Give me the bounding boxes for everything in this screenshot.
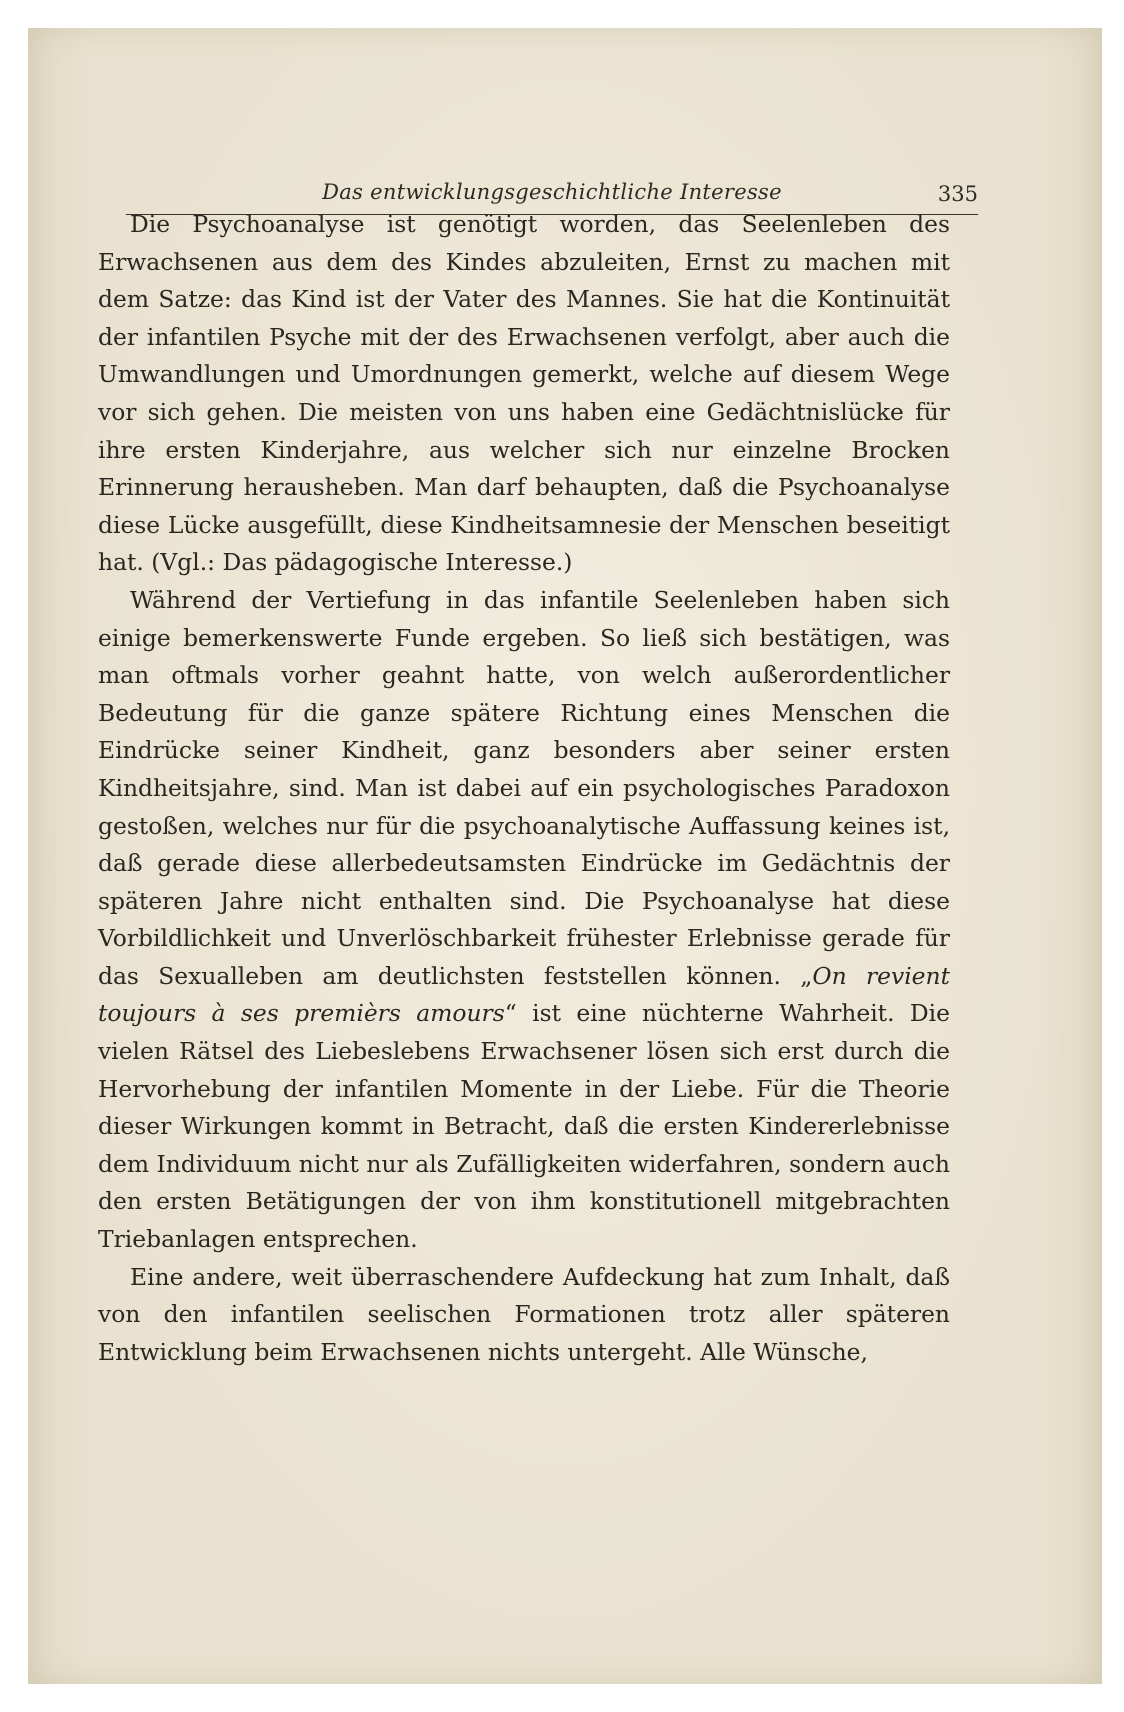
page-number: 335: [937, 182, 978, 206]
french-quotation: On revient toujours à ses premièrs amours: [98, 961, 950, 1028]
paragraph-2-text-after: “ ist eine nüchterne Wahrheit. Die vielen Rätsel des Liebeslebens Erwachsener lösen sich erst durch die Hervorhebung der infantilen Momente in der Liebe. Für die Theorie dieser Wirkungen kommt in Betracht, daß die ersten Kindererlebnisse dem Individuum nicht nur als Zufälligkeiten widerfahren, sondern auch den ersten Betätigungen der von ihm konstitutionell mitgebrachten Triebanlagen entsprechen.: [98, 999, 951, 1254]
paragraph-1: Die Psychoanalyse ist genötigt worden, das Seelenleben des Erwachsenen aus dem des Kindes abzuleiten, Ernst zu machen mit dem Satze: das Kind ist der Vater des Mannes. Sie hat die Kontinuität der infantilen Psyche mit der des Erwachsenen verfolgt, aber auch die Umwandlungen und Umordnungen gemerkt, welche auf diesem Wege vor sich gehen. Die meisten von uns haben eine Gedächtnislücke für ihre ersten Kinderjahre, aus welcher sich nur einzelne Brocken Erinnerung herausheben. Man darf behaupten, daß die Psychoanalyse diese Lücke ausgefüllt, diese Kindheitsamnesie der Menschen beseitigt hat. (Vgl.: Das pädagogische Interesse.): [98, 210, 950, 577]
running-head-title: Das entwicklungsgeschichtliche Interesse: [322, 180, 782, 204]
paragraph-2: [98, 582, 950, 1259]
paragraph-3: Eine andere, weit überraschendere Aufdeckung hat zum Inhalt, daß von den infantilen seelischen Formationen trotz aller späteren Entwicklung beim Erwachsenen nichts untergeht. Alle Wünsche,: [98, 1262, 950, 1366]
paragraph-2-text-before: Während der Vertiefung in das infantile Seelenleben haben sich einige bemerkenswerte Funde ergeben. So ließ sich bestätigen, was man oftmals vorher geahnt hatte, von welch außerordentlicher Bedeutung für die ganze spätere Richtung eines Menschen die Eindrücke seiner Kindheit, ganz besonders aber seiner ersten Kindheitsjahre, sind. Man ist dabei auf ein psychologisches Paradoxon gestoßen, welches nur für die psychoanalytische Auffassung keines ist, daß gerade diese allerbedeutsamsten Eindrücke im Gedächtnis der späteren Jahre nicht enthalten sind. Die Psychoanalyse hat diese Vorbildlichkeit und Unverlöschbarkeit frühester Erlebnisse gerade für das Sexualleben am deutlichsten feststellen können. „: [98, 585, 950, 990]
body-text: [98, 206, 950, 1371]
